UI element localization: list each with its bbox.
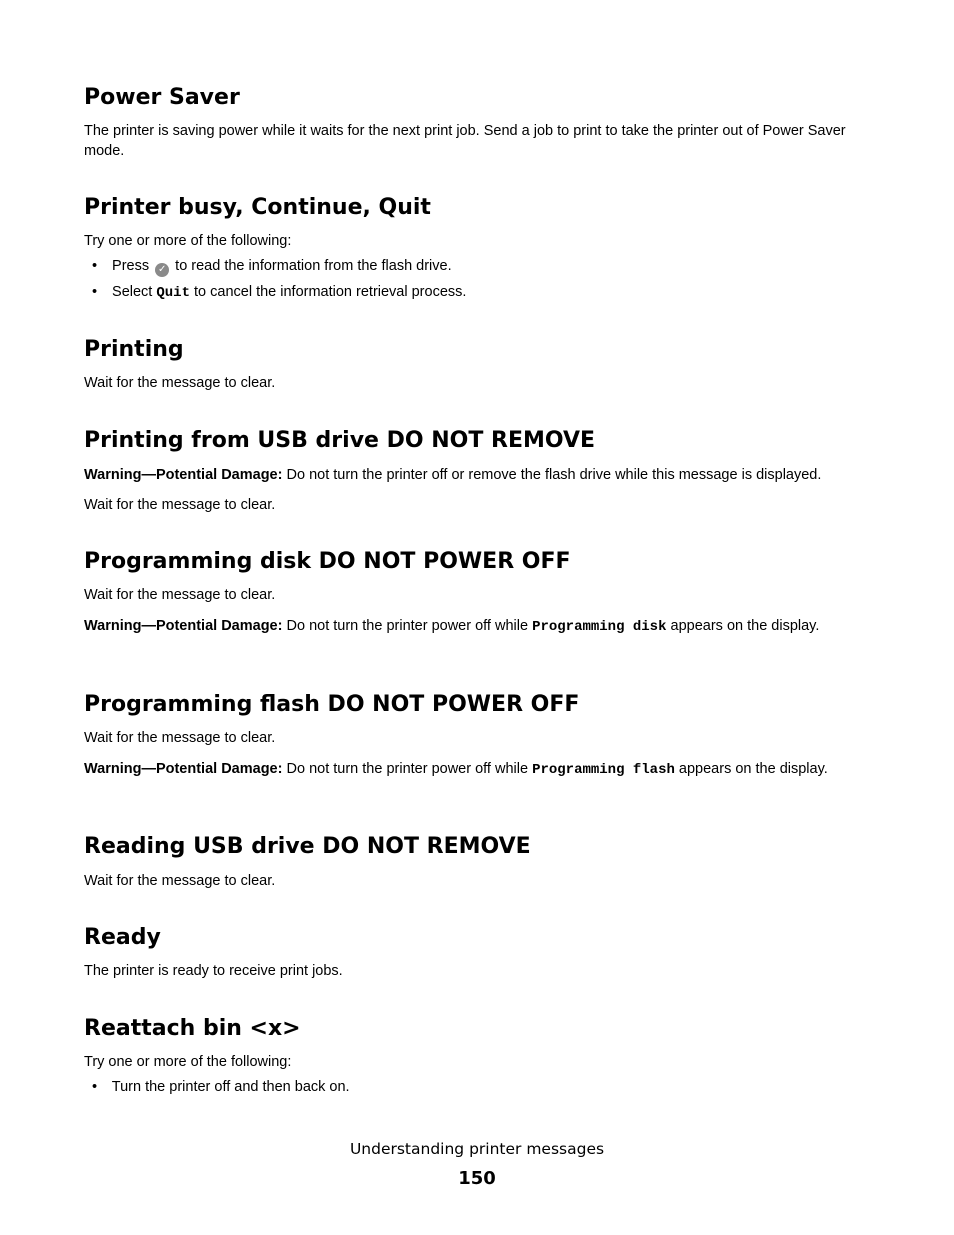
bullet-text-after: to cancel the information retrieval process. <box>194 284 467 300</box>
bullet-text: Turn the printer off and then back on. <box>111 1079 350 1095</box>
programming-flash-body: Wait for the message to clear. <box>84 730 276 746</box>
heading-power-saver: Power Saver <box>84 85 240 110</box>
code-programming-disk: Programming disk <box>532 619 667 635</box>
power-saver-body: The printer is saving power while it waits for the next print job. Send a job to print to take the printer out of Power Saver mode. <box>84 123 846 159</box>
printer-busy-intro: Try one or more of the following: <box>84 233 292 249</box>
heading-printer-busy: Printer busy, Continue, Quit <box>84 195 431 220</box>
warning-text-before: Do not turn the printer power off while <box>286 618 529 634</box>
footer-title: Understanding printer messages <box>349 1140 605 1158</box>
warning-label: Warning—Potential Damage: <box>84 618 283 634</box>
warning-text-after: appears on the display. <box>678 761 828 777</box>
heading-programming-flash: Programming flash DO NOT POWER OFF <box>84 692 580 717</box>
warning-text-after: appears on the display. <box>670 618 820 634</box>
warning-text-before: Do not turn the printer power off while <box>286 761 529 777</box>
printing-from-usb-body: Wait for the message to clear. <box>84 497 276 513</box>
heading-programming-disk: Programming disk DO NOT POWER OFF <box>84 549 571 574</box>
warning-printing-from-usb <box>84 465 874 485</box>
bullet-text-after: to read the information from the flash drive. <box>175 258 452 274</box>
heading-reading-usb: Reading USB drive DO NOT REMOVE <box>84 834 531 859</box>
reattach-bin-intro: Try one or more of the following: <box>84 1054 292 1070</box>
list-item <box>92 256 452 277</box>
reading-usb-body: Wait for the message to clear. <box>84 873 276 889</box>
warning-text: Do not turn the printer off or remove the flash drive while this message is displayed. <box>286 467 822 483</box>
programming-disk-body: Wait for the message to clear. <box>84 587 276 603</box>
bullet-dot: • <box>92 1079 98 1095</box>
page-number: 150 <box>458 1168 496 1189</box>
ready-body: The printer is ready to receive print jobs. <box>84 963 343 979</box>
heading-printing-from-usb: Printing from USB drive DO NOT REMOVE <box>84 428 596 453</box>
warning-programming-flash <box>84 759 874 780</box>
list-item <box>92 1077 350 1097</box>
bullet-dot: • <box>92 258 98 274</box>
warning-label: Warning—Potential Damage: <box>84 467 283 483</box>
list-item <box>92 282 466 303</box>
warning-programming-disk <box>84 616 874 637</box>
bullet-text-before: Press <box>112 258 150 274</box>
printing-body: Wait for the message to clear. <box>84 375 276 391</box>
code-quit: Quit <box>156 285 190 301</box>
heading-ready: Ready <box>84 925 161 950</box>
heading-reattach-bin: Reattach bin <x> <box>84 1016 301 1041</box>
bullet-text-before: Select <box>112 284 153 300</box>
check-button-icon: ✓ <box>155 263 169 277</box>
bullet-dot: • <box>92 284 98 300</box>
heading-printing: Printing <box>84 337 184 362</box>
code-programming-flash: Programming flash <box>532 762 675 778</box>
warning-label: Warning—Potential Damage: <box>84 761 283 777</box>
